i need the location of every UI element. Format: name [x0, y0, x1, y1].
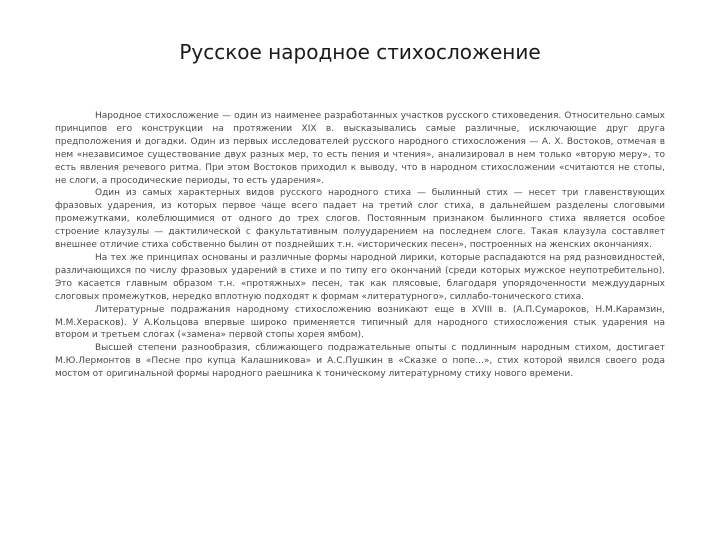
paragraph: Один из самых характерных видов русского народного стиха — былинный стих — несет три главенствующих фразовых ударения, из которых первое чаще всего падает на третий слог стиха, в дальнейшем разделены слоговыми промежутками, колеблющимися от одного до трех слогов. Постоянным признаком былинного стиха является особое строение клаузулы — дактилической с факультативным полуударением на последнем слоге. Такая клаузула составляет внешнее отличие стиха собственно былин от позднейших т.н. «исторических песен», построенных на женских окончаниях.: [55, 188, 665, 251]
paragraph: Народное стихосложение — один из наименее разработанных участков русского стиховедения. Относительно самых принципов его конструкции на протяжении XIX в. высказывались самые различные, исключающие друг друга предположения и догадки. Один из первых исследователей русского народного стихосложения — А. Х. Востоков, отмечая в нем «независимое существование двух разных мер, то есть пения и чтения», анализировал в нем только «вторую меру», то есть явления речевого ритма. При этом Востоков приходил к выводу, что в народном стихосложении «считаются не стопы, не слоги, а просодические периоды, то есть ударения».: [55, 111, 665, 186]
paragraph: Высшей степени разнообразия, сближающего подражательные опыты с подлинным народным стихом, достигает М.Ю.Лермонтов в «Песне про купца Калашникова» и А.С.Пушкин в «Сказке о попе...», стих которой явился своего рода мостом от оригинальной формы народного раешника к тоническому литературному стиху нового времени.: [55, 343, 665, 380]
slide-title: Русское народное стихосложение: [179, 40, 541, 64]
paragraph: Литературные подражания народному стихосложению возникают еще в XVIII в. (А.П.Сумароков, Н.М.Карамзин, М.М.Херасков). У А.Кольцова впервые широко применяется типичный для народного стихосложения стык ударения на втором и третьем слогах («замена» первой стопы хорея ямбом).: [55, 304, 665, 341]
slide-body: [55, 110, 665, 381]
paragraph: На тех же принципах основаны и различные формы народной лирики, которые распадаются на ряд разновидностей, различающихся по числу фразовых ударений в стихе и по типу его окончаний (среди которых мужское неупотребительно). Это касается главным образом т.н. «протяжных» песен, так как плясовые, благодаря упорядоченности междуударных слоговых промежутков, нередко вплотную подходят к формам «литературного», силлабо-тонического стиха.: [55, 252, 665, 302]
